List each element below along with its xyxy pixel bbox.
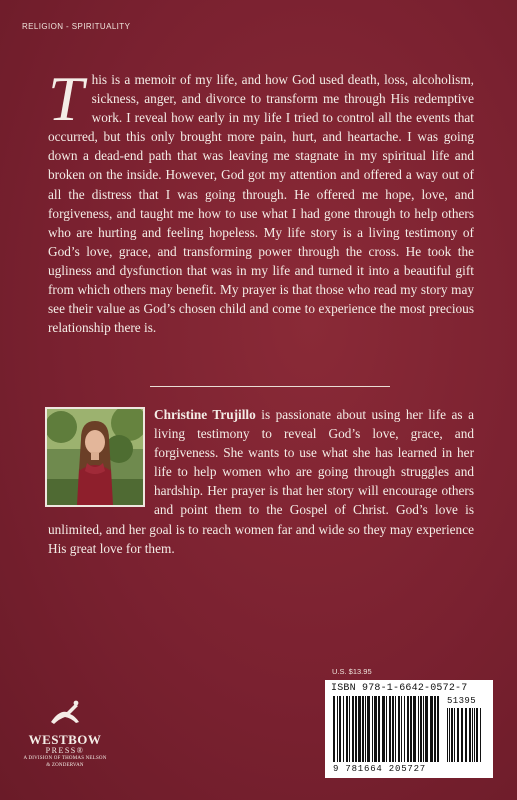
barcode-supplement-bar (454, 708, 455, 762)
barcode-bar (362, 696, 364, 762)
barcode-bar (389, 696, 391, 762)
barcode-bar (395, 696, 396, 762)
barcode-bar (365, 696, 366, 762)
barcode-supplement-bar (451, 708, 453, 762)
publisher-press: PRESS® (45, 746, 85, 755)
barcode-bar (339, 696, 341, 762)
barcode-bar (378, 696, 380, 762)
author-bio (48, 405, 474, 558)
barcode-supplement-bar (449, 708, 450, 762)
isbn-barcode (325, 680, 493, 778)
blurb-paragraph (48, 63, 474, 337)
section-divider (150, 386, 390, 387)
barcode-bar (358, 696, 361, 762)
barcode-bar (407, 696, 409, 762)
barcode-bar (404, 696, 405, 762)
barcode-bar (437, 696, 439, 762)
barcode-bar (401, 696, 402, 762)
photo-spacer (48, 405, 154, 509)
genre-label: RELIGION - SPIRITUALITY (22, 22, 131, 31)
barcode-supplement-bar (472, 708, 473, 762)
publisher-division-line2: & ZONDERVAN (46, 763, 84, 768)
barcode-bar (413, 696, 416, 762)
barcode-bar (418, 696, 419, 762)
barcode-bar (367, 696, 370, 762)
author-name: Christine Trujillo (154, 407, 256, 422)
barcode-supplement-bar (480, 708, 481, 762)
barcode-supplement-bar (461, 708, 463, 762)
barcode-bar (425, 696, 428, 762)
barcode-bar (386, 696, 387, 762)
leaping-figure-icon (45, 700, 85, 726)
barcode-bar (430, 696, 433, 762)
barcode-bars (333, 696, 485, 764)
barcode-bar (349, 696, 350, 762)
barcode-bar (372, 696, 373, 762)
barcode-supplement-bar (447, 708, 448, 762)
barcode-supplement-bar (469, 708, 471, 762)
barcode-bar (434, 696, 436, 762)
barcode-supplement-bar (476, 708, 478, 762)
barcode-bar (423, 696, 424, 762)
barcode-supplement-bar (465, 708, 467, 762)
barcode-digits: 9 781664 205727 (333, 764, 427, 774)
barcode-bar (352, 696, 354, 762)
barcode-bar (398, 696, 400, 762)
barcode-bar (392, 696, 394, 762)
barcode-bar (374, 696, 377, 762)
barcode-bar (382, 696, 385, 762)
barcode-bar (333, 696, 335, 762)
barcode-bar (420, 696, 422, 762)
barcode-bar (343, 696, 344, 762)
barcode-supplement-bar (474, 708, 475, 762)
barcode-bar (355, 696, 357, 762)
publisher-division-line1: A DIVISION OF THOMAS NELSON (23, 756, 107, 761)
publisher-logo (20, 700, 110, 769)
author-bio-text: is passionate about using her life as a living testimony to reveal God’s love, grace, and forgiveness. She wants to use what she has learned in her life to help women who are going through struggles and hardship. Her prayer is that her story will encourage others and point them to the Gospel of Christ. God’s love is unlimited, and her goal is to reach women far and wide so they may experience His great love for them. (48, 407, 474, 556)
blurb-text: his is a memoir of my life, and how God used death, loss, alcoholism, sickness, anger, and divorce to transform me through His redemptive work. I reveal how early in my life I tried to control all the events that occurred, but this only brought more pain, hurt, and heartache. I was going down a dead-end path that was leaving me stagnate in my spiritual life and broken on the inside. However, God got my attention and offered a way out of all the distress that I was going through. He offered me hope, love, and forgiveness, and taught me how to use what I had gone through to help others who are hurting and feeling hopeless. My life story is a living testimony of God’s love, grace, and transforming power through the cross. He took the ugliness and dysfunction that was in my life and turned it into a beautiful gift from which others may benefit. My prayer is that those who read my story may see their value as God’s chosen child and come to experience the most precious relationship there is. (48, 72, 474, 336)
price-label: U.S. $13.95 (332, 667, 372, 676)
publisher-name: WESTBOW (28, 732, 102, 747)
barcode-bar (346, 696, 348, 762)
barcode-supplement-bar (457, 708, 459, 762)
barcode-bar (410, 696, 412, 762)
barcode-bar (337, 696, 338, 762)
isbn-label: ISBN 978-1-6642-0572-7 (331, 683, 468, 694)
blurb-dropcap: T (48, 63, 84, 134)
barcode-supplement-digits: 51395 (447, 696, 477, 706)
